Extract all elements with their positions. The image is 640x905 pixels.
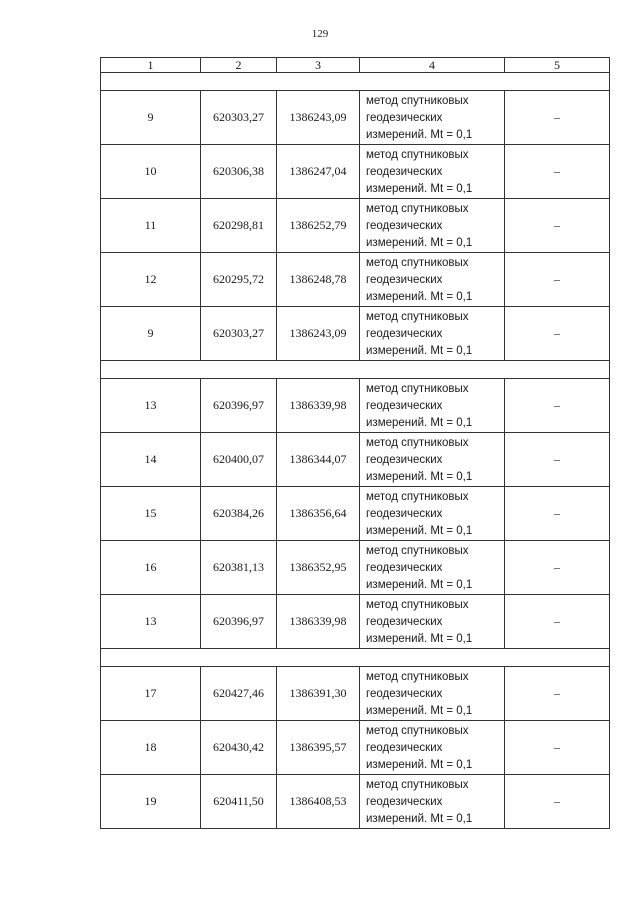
table-row (101, 433, 610, 487)
x-coordinate-cell: 620396,97 (201, 379, 277, 433)
method-line: метод спутниковых (366, 544, 469, 557)
x-coordinate-cell: 620381,13 (201, 541, 277, 595)
method-cell (360, 379, 505, 433)
group-separator-row (101, 73, 610, 91)
method-line: геодезических (366, 741, 443, 754)
group-separator-cell (101, 361, 610, 379)
col5-cell: – (505, 667, 610, 721)
method-line: измерений. Mt = 0,1 (366, 344, 473, 357)
group-separator-cell (101, 73, 610, 91)
method-line: геодезических (366, 561, 443, 574)
point-number-cell: 12 (101, 253, 201, 307)
method-line: геодезических (366, 327, 443, 340)
col5-cell: – (505, 541, 610, 595)
method-line: геодезических (366, 399, 443, 412)
method-line: метод спутниковых (366, 778, 469, 791)
point-number-cell: 17 (101, 667, 201, 721)
y-coordinate-cell: 1386408,53 (277, 775, 360, 829)
method-line: метод спутниковых (366, 598, 469, 611)
header-col-4: 4 (360, 58, 505, 73)
method-line: геодезических (366, 507, 443, 520)
x-coordinate-cell: 620303,27 (201, 307, 277, 361)
method-line: измерений. Mt = 0,1 (366, 182, 473, 195)
method-line: геодезических (366, 219, 443, 232)
method-line: измерений. Mt = 0,1 (366, 812, 473, 825)
table-row (101, 775, 610, 829)
x-coordinate-cell: 620427,46 (201, 667, 277, 721)
coordinates-table (100, 57, 610, 829)
method-line: геодезических (366, 687, 443, 700)
method-line: геодезических (366, 273, 443, 286)
x-coordinate-cell: 620298,81 (201, 199, 277, 253)
method-line: геодезических (366, 795, 443, 808)
method-cell (360, 91, 505, 145)
group-separator-cell (101, 649, 610, 667)
col5-cell: – (505, 253, 610, 307)
method-line: метод спутниковых (366, 202, 469, 215)
y-coordinate-cell: 1386243,09 (277, 91, 360, 145)
table-row (101, 667, 610, 721)
method-line: измерений. Mt = 0,1 (366, 704, 473, 717)
x-coordinate-cell: 620384,26 (201, 487, 277, 541)
method-line: метод спутниковых (366, 382, 469, 395)
y-coordinate-cell: 1386247,04 (277, 145, 360, 199)
y-coordinate-cell: 1386243,09 (277, 307, 360, 361)
method-line: измерений. Mt = 0,1 (366, 578, 473, 591)
method-line: измерений. Mt = 0,1 (366, 470, 473, 483)
col5-cell: – (505, 433, 610, 487)
point-number-cell: 15 (101, 487, 201, 541)
group-separator-row (101, 649, 610, 667)
table-row (101, 379, 610, 433)
point-number-cell: 14 (101, 433, 201, 487)
y-coordinate-cell: 1386344,07 (277, 433, 360, 487)
table-row (101, 145, 610, 199)
method-line: измерений. Mt = 0,1 (366, 128, 473, 141)
point-number-cell: 9 (101, 91, 201, 145)
point-number-cell: 11 (101, 199, 201, 253)
col5-cell: – (505, 91, 610, 145)
col5-cell: – (505, 721, 610, 775)
y-coordinate-cell: 1386339,98 (277, 379, 360, 433)
method-cell (360, 487, 505, 541)
point-number-cell: 16 (101, 541, 201, 595)
table-row (101, 595, 610, 649)
header-col-3: 3 (277, 58, 360, 73)
method-line: метод спутниковых (366, 724, 469, 737)
header-col-5: 5 (505, 58, 610, 73)
group-separator-row (101, 361, 610, 379)
y-coordinate-cell: 1386339,98 (277, 595, 360, 649)
method-line: измерений. Mt = 0,1 (366, 758, 473, 771)
method-line: измерений. Mt = 0,1 (366, 290, 473, 303)
col5-cell: – (505, 307, 610, 361)
y-coordinate-cell: 1386395,57 (277, 721, 360, 775)
method-line: геодезических (366, 615, 443, 628)
method-cell (360, 253, 505, 307)
page-number: 129 (311, 28, 329, 40)
method-line: измерений. Mt = 0,1 (366, 236, 473, 249)
method-line: геодезических (366, 453, 443, 466)
point-number-cell: 10 (101, 145, 201, 199)
method-line: метод спутниковых (366, 310, 469, 323)
method-cell (360, 307, 505, 361)
table-row (101, 307, 610, 361)
point-number-cell: 19 (101, 775, 201, 829)
method-line: метод спутниковых (366, 94, 469, 107)
method-cell (360, 199, 505, 253)
method-line: измерений. Mt = 0,1 (366, 524, 473, 537)
table-row (101, 541, 610, 595)
method-line: метод спутниковых (366, 670, 469, 683)
method-cell (360, 595, 505, 649)
y-coordinate-cell: 1386356,64 (277, 487, 360, 541)
header-col-2: 2 (201, 58, 277, 73)
method-line: метод спутниковых (366, 436, 469, 449)
coordinates-table-body (101, 58, 610, 829)
method-cell (360, 775, 505, 829)
col5-cell: – (505, 379, 610, 433)
x-coordinate-cell: 620396,97 (201, 595, 277, 649)
header-col-1: 1 (101, 58, 201, 73)
method-cell (360, 145, 505, 199)
method-line: измерений. Mt = 0,1 (366, 416, 473, 429)
table-row (101, 199, 610, 253)
method-cell (360, 721, 505, 775)
method-line: геодезических (366, 165, 443, 178)
method-line: геодезических (366, 111, 443, 124)
header-row (101, 58, 610, 73)
point-number-cell: 13 (101, 379, 201, 433)
point-number-cell: 13 (101, 595, 201, 649)
x-coordinate-cell: 620306,38 (201, 145, 277, 199)
y-coordinate-cell: 1386248,78 (277, 253, 360, 307)
x-coordinate-cell: 620295,72 (201, 253, 277, 307)
method-cell (360, 541, 505, 595)
point-number-cell: 9 (101, 307, 201, 361)
method-line: метод спутниковых (366, 148, 469, 161)
method-cell (360, 433, 505, 487)
x-coordinate-cell: 620303,27 (201, 91, 277, 145)
col5-cell: – (505, 775, 610, 829)
y-coordinate-cell: 1386391,30 (277, 667, 360, 721)
col5-cell: – (505, 595, 610, 649)
y-coordinate-cell: 1386352,95 (277, 541, 360, 595)
table-row (101, 487, 610, 541)
table-row (101, 91, 610, 145)
y-coordinate-cell: 1386252,79 (277, 199, 360, 253)
col5-cell: – (505, 487, 610, 541)
method-line: метод спутниковых (366, 256, 469, 269)
col5-cell: – (505, 199, 610, 253)
x-coordinate-cell: 620400,07 (201, 433, 277, 487)
col5-cell: – (505, 145, 610, 199)
x-coordinate-cell: 620411,50 (201, 775, 277, 829)
method-line: измерений. Mt = 0,1 (366, 632, 473, 645)
method-cell (360, 667, 505, 721)
x-coordinate-cell: 620430,42 (201, 721, 277, 775)
method-line: метод спутниковых (366, 490, 469, 503)
table-row (101, 253, 610, 307)
table-row (101, 721, 610, 775)
point-number-cell: 18 (101, 721, 201, 775)
